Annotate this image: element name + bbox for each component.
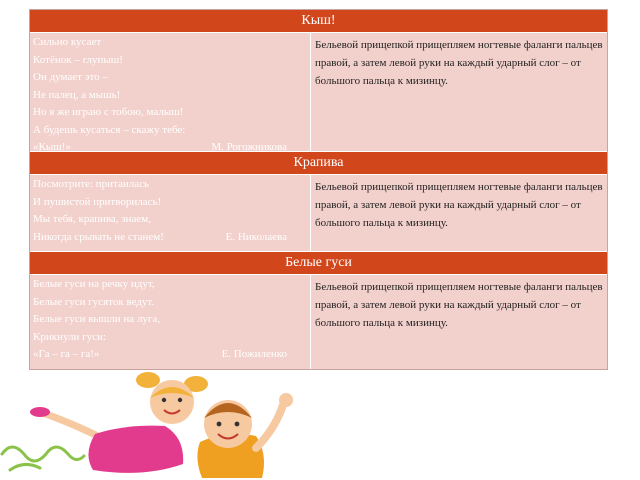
poem-kysh bbox=[30, 33, 311, 151]
poem-line: Но я же играю с тобою, малыш! bbox=[33, 106, 184, 118]
section-row-kysh bbox=[30, 32, 607, 151]
poem-line: Котёнок – глупыш! bbox=[33, 53, 123, 66]
two-children-lying-illustration-icon bbox=[0, 362, 340, 480]
poem-line: Он думает это – bbox=[33, 71, 108, 83]
section-title-krapiva: Крапива bbox=[30, 151, 607, 174]
instruction-kysh: Бельевой прищепкой прищепляем ногтевые фаланги пальцев правой, а затем левой руки на каждый ударный слог – от большого пальца к мизинцу. bbox=[315, 39, 603, 87]
poem-line: «Га – га – га!» bbox=[33, 348, 100, 360]
poem-last-line bbox=[33, 346, 307, 364]
section-row-krapiva bbox=[30, 174, 607, 251]
poem-line: Никогда срывать не станем! bbox=[33, 230, 164, 243]
poem-last-line bbox=[33, 229, 307, 247]
section-title-gusi: Белые гуси bbox=[30, 251, 607, 274]
poem-line: Сильно кусает bbox=[33, 36, 102, 48]
poem-line: Мы тебя, крапива, знаем, bbox=[33, 213, 151, 225]
poem-line: Белые гуси вышли на луга, bbox=[33, 313, 161, 325]
poem-last-line bbox=[33, 139, 307, 157]
poem-author: Е. Пожиленко bbox=[221, 348, 287, 360]
poem-author: Е. Николаева bbox=[225, 230, 287, 243]
poem-line: «Кыш!» bbox=[33, 141, 71, 153]
instruction-gusi: Бельевой прищепкой прищепляем ногтевые фаланги пальцев правой, а затем левой руки на каждый ударный слог – от большого пальца к мизинцу. bbox=[315, 281, 603, 329]
poem-line: А будешь кусаться – скажу тебе: bbox=[33, 123, 186, 136]
poem-line: Крикнули гуси: bbox=[33, 330, 106, 343]
instruction-krapiva: Бельевой прищепкой прищепляем ногтевые фаланги пальцев правой, а затем левой руки на каждый ударный слог – от большого пальца к мизинцу. bbox=[315, 181, 603, 229]
poem-line: Белые гуси на речку идут, bbox=[33, 278, 155, 290]
section-row-gusi bbox=[30, 274, 607, 369]
poem-line: Не палец, а мышь! bbox=[33, 88, 121, 101]
rhymes-table bbox=[29, 9, 608, 370]
poem-line: И пушистой притворилась! bbox=[33, 195, 162, 208]
poem-author: М. Рогожникова bbox=[211, 141, 287, 153]
section-title-kysh: Кыш! bbox=[30, 10, 607, 32]
poem-line: Белые гуси гусяток ведут. bbox=[33, 295, 155, 308]
poem-line: Посмотрите: притаилась bbox=[33, 178, 149, 190]
poem-krapiva bbox=[30, 175, 311, 251]
poem-gusi bbox=[30, 275, 311, 369]
